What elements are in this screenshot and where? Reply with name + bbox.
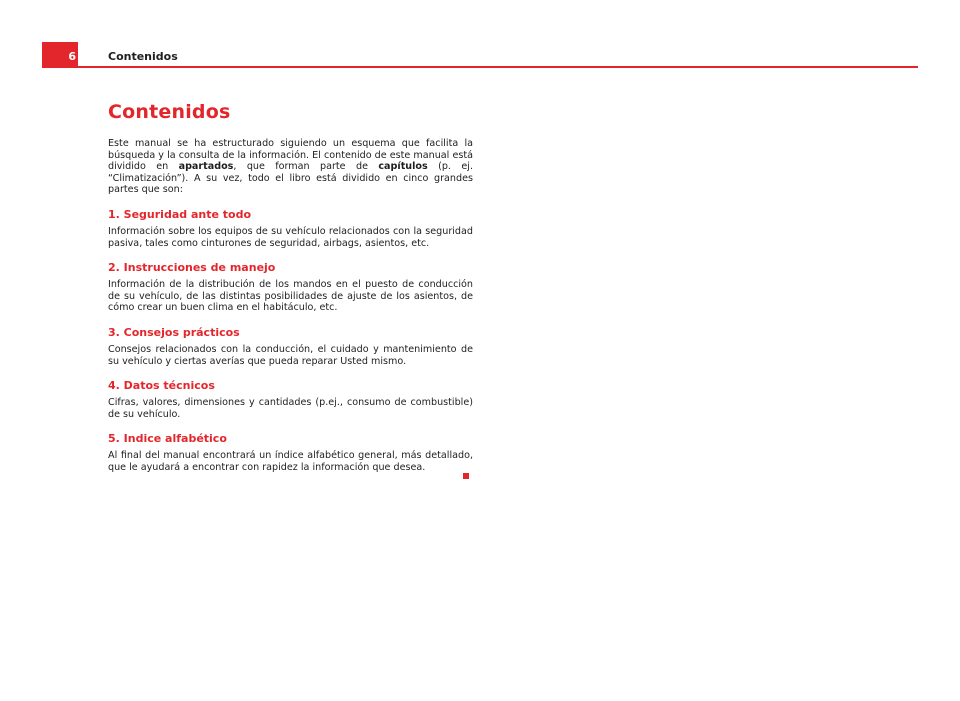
page-number-badge — [42, 42, 78, 68]
section-heading: 2. Instrucciones de manejo — [108, 261, 276, 275]
page-title: Contenidos — [108, 101, 231, 123]
main-content — [108, 100, 473, 474]
intro-bold-apartados: apartados — [178, 161, 234, 173]
section-heading: 5. Indice alfabético — [108, 432, 227, 446]
section-datos — [108, 379, 473, 420]
intro-paragraph — [108, 138, 473, 196]
header-divider — [78, 66, 918, 68]
section-consejos — [108, 326, 473, 367]
section-text: Información sobre los equipos de su vehículo relacionados con la seguridad pasiva, tales como cinturones de seguridad, airbags, asientos, etc. — [108, 225, 473, 249]
section-text: Consejos relacionados con la conducción, el cuidado y mantenimiento de su vehículo y ciertas averías que pueda reparar Usted mismo. — [108, 343, 473, 367]
section-text: Cifras, valores, dimensiones y cantidades (p.ej., consumo de combustible) de su vehículo. — [108, 397, 473, 420]
section-text: Al final del manual encontrará un índice alfabético general, más detallado, que le ayudará a encontrar con rapidez la información que desea. — [108, 450, 473, 473]
end-of-section-marker — [463, 473, 469, 479]
section-seguridad — [108, 208, 473, 249]
intro-bold-capitulos: capítulos — [378, 161, 428, 173]
section-heading: 4. Datos técnicos — [108, 379, 215, 393]
section-heading: 1. Seguridad ante todo — [108, 207, 251, 221]
intro-text-3: (p. ej. “Climatización”). A su vez, todo el libro está dividido en cinco grandes partes que son: — [108, 161, 473, 196]
page-header — [0, 0, 960, 70]
section-text: Información de la distribución de los mandos en el puesto de conducción de su vehículo, de las distintas posibilidades de ajuste de los asientos, de cómo crear un buen clima en el habitáculo, etc. — [108, 279, 473, 314]
running-header-title: Contenidos — [108, 50, 178, 63]
intro-text-2: , que forman parte de — [233, 161, 379, 173]
section-indice — [108, 432, 473, 473]
section-instrucciones — [108, 261, 473, 314]
intro-text-1: Este manual se ha estructurado siguiendo un esquema que facilita la búsqueda y la consulta de la información. El contenido de este manual está dividido en — [108, 138, 473, 173]
page-number: 6 — [68, 50, 76, 63]
section-heading: 3. Consejos prácticos — [108, 325, 240, 339]
